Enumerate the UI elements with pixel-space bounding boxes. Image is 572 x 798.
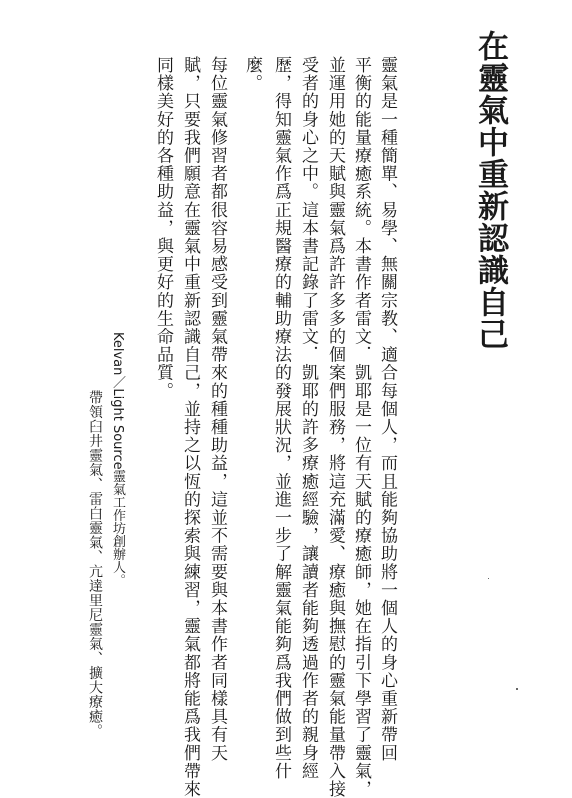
paragraph2-line-1: 每位靈氣修習者都很容易感受到靈氣帶來的種種助益，這並不需要與本書作者同樣具有天 (207, 56, 227, 762)
signature-detail-line-1: 帶領臼井靈氣、雷白靈氣、亢達里尼靈氣、擴大療癒。 (87, 390, 103, 738)
paragraph1-line-2: 平衡的能量療癒系統。本書作者雷文．凱耶是一位有天賦的療癒師，她在指引下學習了靈氣， (351, 56, 371, 798)
paragraph1-line-3: 並運用她的天賦與靈氣爲許許多多的個案們服務，將這充滿愛、療癒與撫慰的靈氣能量帶入接 (325, 56, 345, 798)
paragraph1-line-4: 受者的身心之中。這本書記錄了雷文．凱耶的許多療癒經驗，讓讀者能夠透過作者的親身經 (298, 56, 318, 780)
signature-name-line: Kelvan／Light Source靈氣工作坊創辦人。 (110, 332, 125, 587)
document-title: 在靈氣中重新認識自己 (472, 30, 508, 350)
paragraph1-line-6: 麼。 (242, 56, 262, 93)
paragraph1-line-1: 靈氣是一種簡單、易學、無關宗教、適合每個人，而且能夠協助將一個人的身心重新帶回 (377, 56, 397, 762)
scan-speck (516, 688, 518, 690)
paragraph2-line-3: 同樣美好的各種助益，與更好的生命品質。 (153, 56, 173, 400)
scan-speck (488, 578, 489, 579)
paragraph2-line-2: 賦，只要我們願意在靈氣中重新認識自己，並持之以恆的探索與練習，靈氣都將能爲我們帶來 (180, 56, 200, 798)
paragraph1-line-5: 歷，得知靈氣作爲正規醫療的輔助療法的發展狀況，並進一步了解靈氣能夠爲我們做到些什 (271, 56, 291, 780)
